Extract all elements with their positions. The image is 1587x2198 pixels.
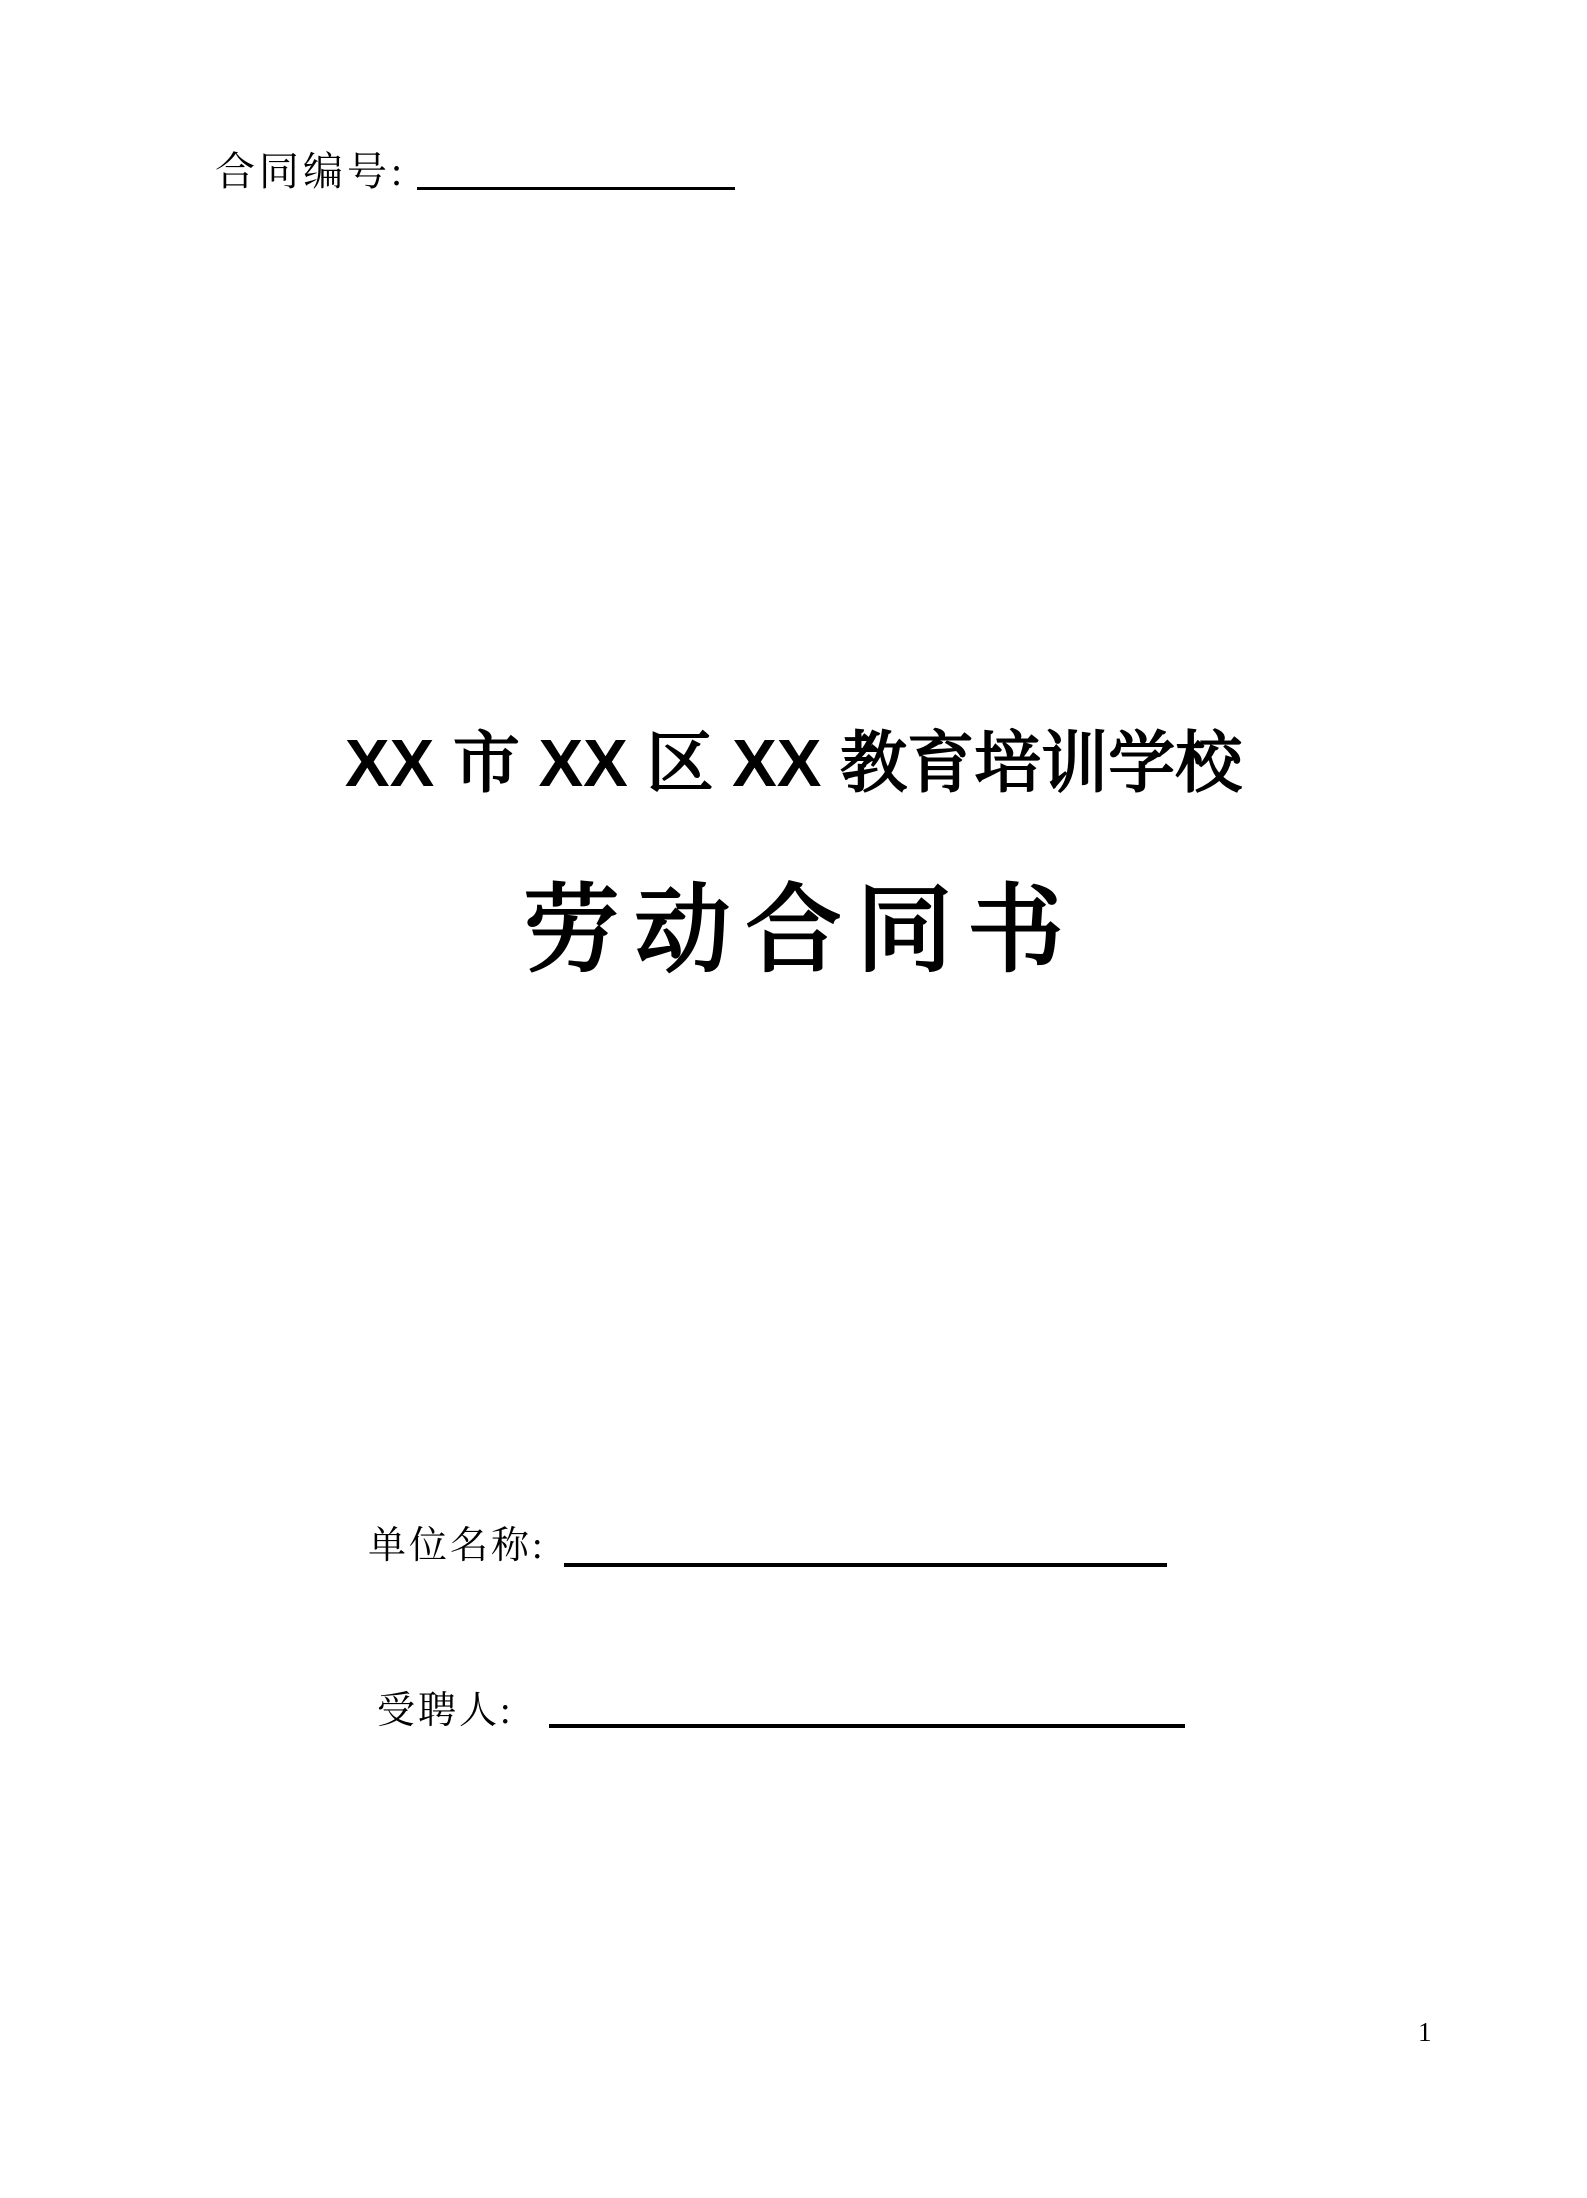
document-title: 劳动合同书 xyxy=(523,877,1079,984)
employee-label: 受聘人: xyxy=(377,1690,514,1732)
employee-blank-line[interactable] xyxy=(549,1724,1185,1728)
contract-number-label: 合同编号: xyxy=(215,149,407,194)
unit-name-blank-line[interactable] xyxy=(564,1563,1167,1567)
unit-name-label: 单位名称: xyxy=(368,1525,546,1567)
contract-number-blank-line[interactable] xyxy=(417,187,735,190)
page-number: 1 xyxy=(1418,2017,1432,2047)
organization-title: XX 市 XX 区 XX 教育培训学校 xyxy=(344,726,1243,801)
